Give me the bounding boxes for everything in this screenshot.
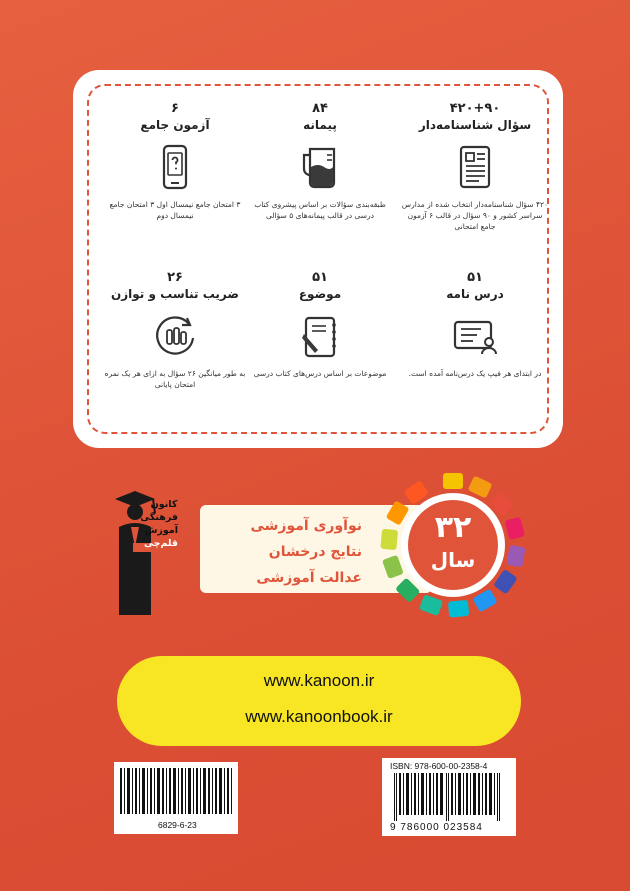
- feature-title: سؤال شناسنامه‌دار: [418, 118, 532, 132]
- feature-description: ۴۲۰ سؤال شناسنامه‌دار انتخاب شده از مدارس سراسر کشور و ۹۰ سؤال در قالب ۶ آزمون جامع امتحانی: [401, 200, 549, 231]
- feature-title: ضریب تناسب و توازن: [111, 287, 239, 301]
- website-url[interactable]: www.kanoon.ir: [263, 671, 375, 690]
- isbn-barcode: [382, 758, 516, 836]
- feature-title: پیمانه: [303, 118, 337, 132]
- feature-number: ۶: [171, 101, 179, 116]
- feature-number: ۵۱: [467, 270, 483, 285]
- feature-topics: [240, 270, 400, 379]
- barcode-bars-icon: [114, 762, 238, 818]
- measuring-cup-icon: [296, 143, 344, 191]
- feature-balance: [95, 270, 255, 390]
- feature-number: ۵۱: [312, 270, 328, 285]
- website-bar: [117, 656, 521, 746]
- feature-title: درس نامه: [446, 287, 504, 301]
- anniversary-number: ۳۲: [434, 510, 472, 545]
- feature-number: ۲۶: [167, 270, 183, 285]
- feature-lessons: [395, 270, 555, 379]
- publisher-line: آموزش: [144, 525, 178, 536]
- feature-number: ۸۴: [312, 101, 328, 116]
- publisher-line: کانون: [150, 499, 178, 510]
- isbn-number: ISBN: 978-600-00-2358-4: [390, 761, 488, 771]
- notebook-pen-icon: [296, 312, 344, 360]
- feature-title: آزمون جامع: [140, 118, 210, 132]
- feature-questions: [395, 101, 555, 232]
- feature-title: موضوع: [298, 287, 342, 301]
- balance-cycle-icon: [151, 312, 199, 360]
- ean-number: 9 786000 023584: [390, 822, 483, 833]
- questionnaire-icon: [451, 143, 499, 191]
- feature-exams: [95, 101, 255, 221]
- feature-description: موضوعات بر اساس درس‌های کتاب درسی: [253, 369, 387, 378]
- price-barcode: [114, 762, 238, 834]
- feature-number: ۴۲۰+۹۰: [449, 101, 501, 116]
- feature-description: در ابتدای هر فیپ یک درس‌نامه آمده است.: [408, 369, 542, 378]
- feature-description: طبقه‌بندی سؤالات بر اساس پیشروی کتاب درسی در قالب پیمانه‌های ۵ سؤالی: [254, 200, 386, 220]
- anniversary-badge: [408, 500, 498, 590]
- feature-description: به طور میانگین ۲۶ سؤال به ازای هر یک نمره امتحان پایانی: [104, 369, 246, 389]
- website-url[interactable]: www.kanoonbook.ir: [245, 707, 393, 726]
- feature-measures: [240, 101, 400, 221]
- publisher-name: [140, 498, 178, 550]
- barcode-code: 6829-6-23: [158, 820, 197, 830]
- lesson-card-icon: [451, 312, 499, 360]
- barcode-bars-icon: [382, 773, 516, 823]
- publisher-line: فرهنگی: [140, 512, 178, 523]
- feature-description: ۳ امتحان جامع نیمسال اول ۳ امتحان جامع نیمسال دوم: [109, 200, 241, 220]
- slogan: نتایج درخشان: [268, 544, 362, 560]
- publisher-line: قلم‌چی: [143, 538, 178, 549]
- exam-phone-icon: [151, 143, 199, 191]
- slogan: نوآوری آموزشی: [250, 518, 362, 534]
- slogan: عدالت آموزشی: [256, 570, 362, 586]
- anniversary-label: سال: [430, 548, 476, 572]
